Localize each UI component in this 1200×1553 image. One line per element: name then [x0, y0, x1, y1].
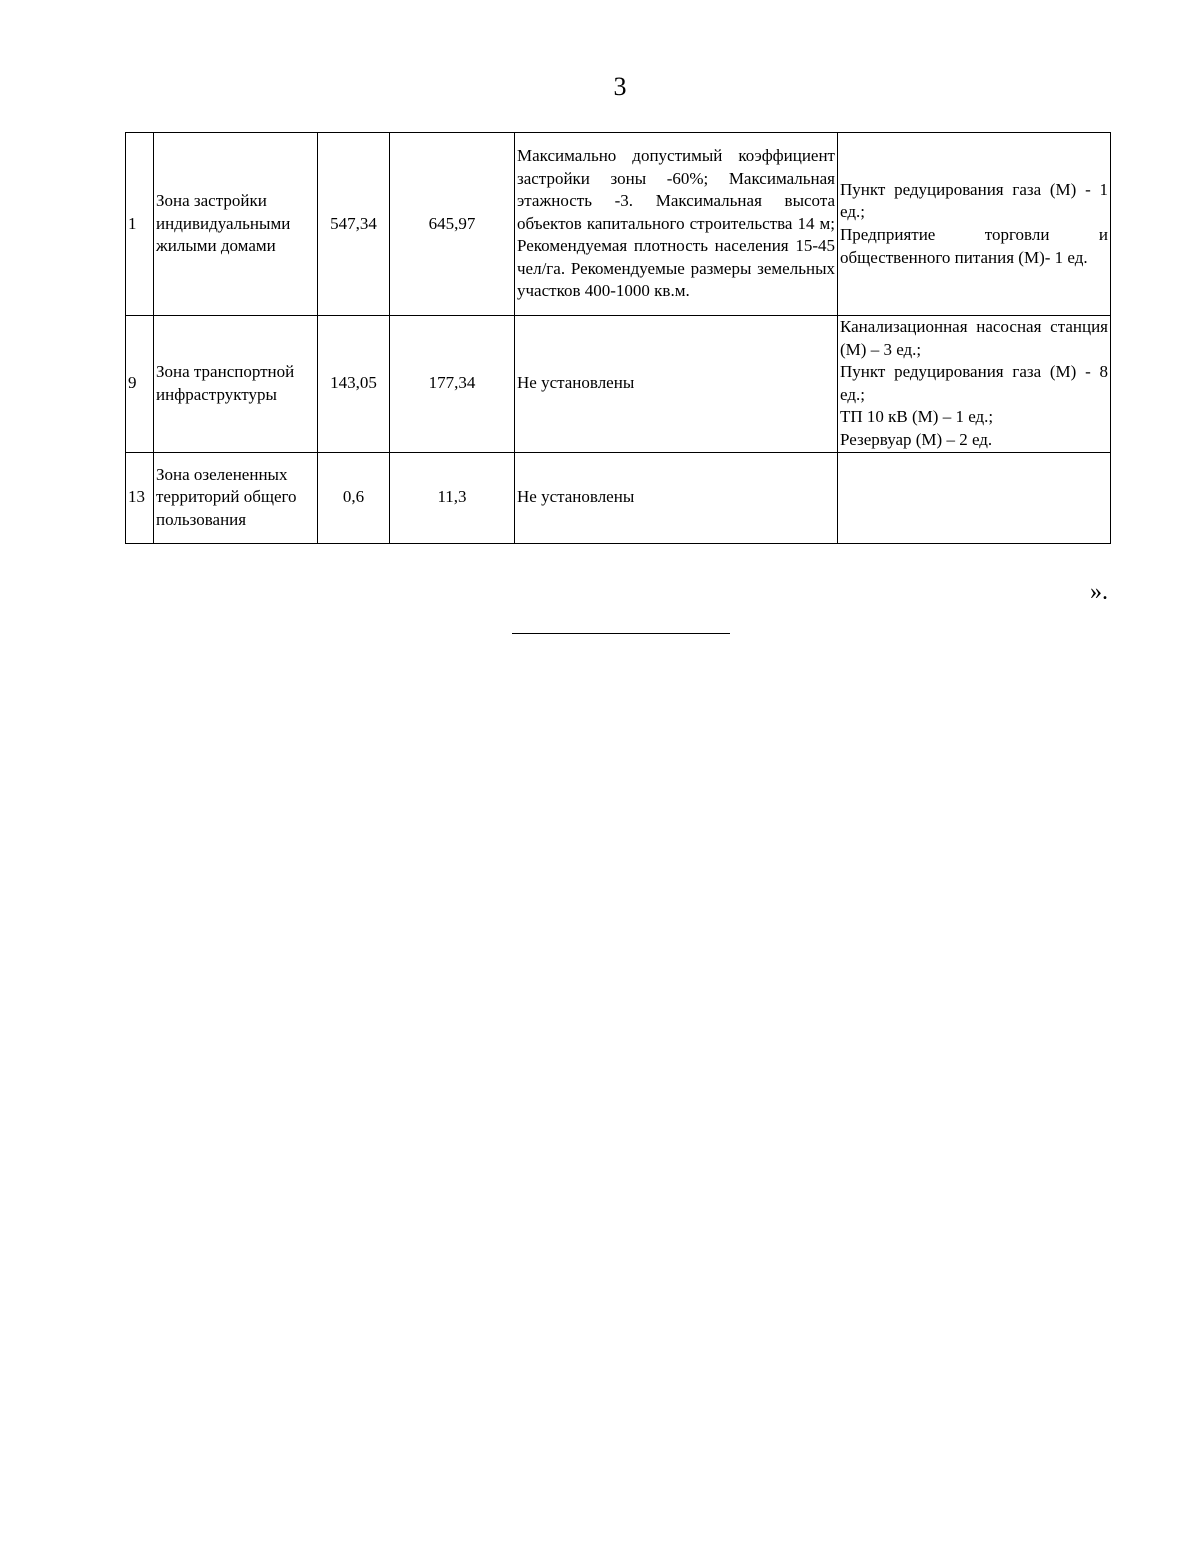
zone-number: 1	[126, 133, 154, 316]
zone-parameters	[515, 316, 838, 453]
page-number: 3	[613, 72, 627, 101]
zone-area-2: 645,97	[390, 133, 515, 316]
zone-object-item: Резервуар (М) – 2 ед.	[840, 429, 993, 449]
zone-number: 13	[126, 452, 154, 543]
zone-parameters-text: Максимально допустимый коэффициент застройки зоны -60%; Максимальная этажность -3. Максимальная высота объектов капитального строительства 14 м; Рекомендуемая плотность населения 15-45 чел/га. Рекомендуемые размеры земельных участков 400-1000 кв.м.	[517, 145, 835, 301]
zone-area-2: 11,3	[390, 452, 515, 543]
zone-name: Зона транспортной инфраструктуры	[154, 316, 318, 453]
zone-parameters-text: Не установлены	[517, 373, 635, 393]
zone-area-1: 0,6	[318, 452, 390, 543]
zone-object-item: Пункт редуцирования газа (М) - 8 ед.;	[840, 362, 1108, 404]
zone-object-item: Пункт редуцирования газа (М) - 1 ед.;	[840, 179, 1108, 222]
zones-table	[125, 132, 1111, 544]
table-row	[126, 452, 1111, 543]
zone-parameters-text: Не установлены	[517, 487, 635, 507]
zone-area-1: 547,34	[318, 133, 390, 316]
table-row	[126, 316, 1111, 453]
zone-name: Зона озелененных территорий общего пользования	[154, 452, 318, 543]
zone-number: 9	[126, 316, 154, 453]
zone-object-item: Канализационная насосная станция (М) – 3 ед.;	[840, 317, 1108, 359]
zone-area-1: 143,05	[318, 316, 390, 453]
zone-objects	[838, 133, 1111, 316]
zone-object-item: Предприятие торговли и общественного питания (М)- 1 ед.	[840, 225, 1108, 267]
zone-parameters	[515, 452, 838, 543]
zone-objects	[838, 452, 1111, 543]
zone-objects	[838, 316, 1111, 453]
zone-parameters	[515, 133, 838, 316]
zone-object-item: ТП 10 кВ (М) – 1 ед.;	[840, 407, 994, 427]
closing-quote: ».	[1090, 579, 1108, 605]
end-rule	[512, 633, 730, 634]
zone-area-2: 177,34	[390, 316, 515, 453]
zone-name: Зона застройки индивидуальными жилыми домами	[154, 133, 318, 316]
table-row	[126, 133, 1111, 316]
